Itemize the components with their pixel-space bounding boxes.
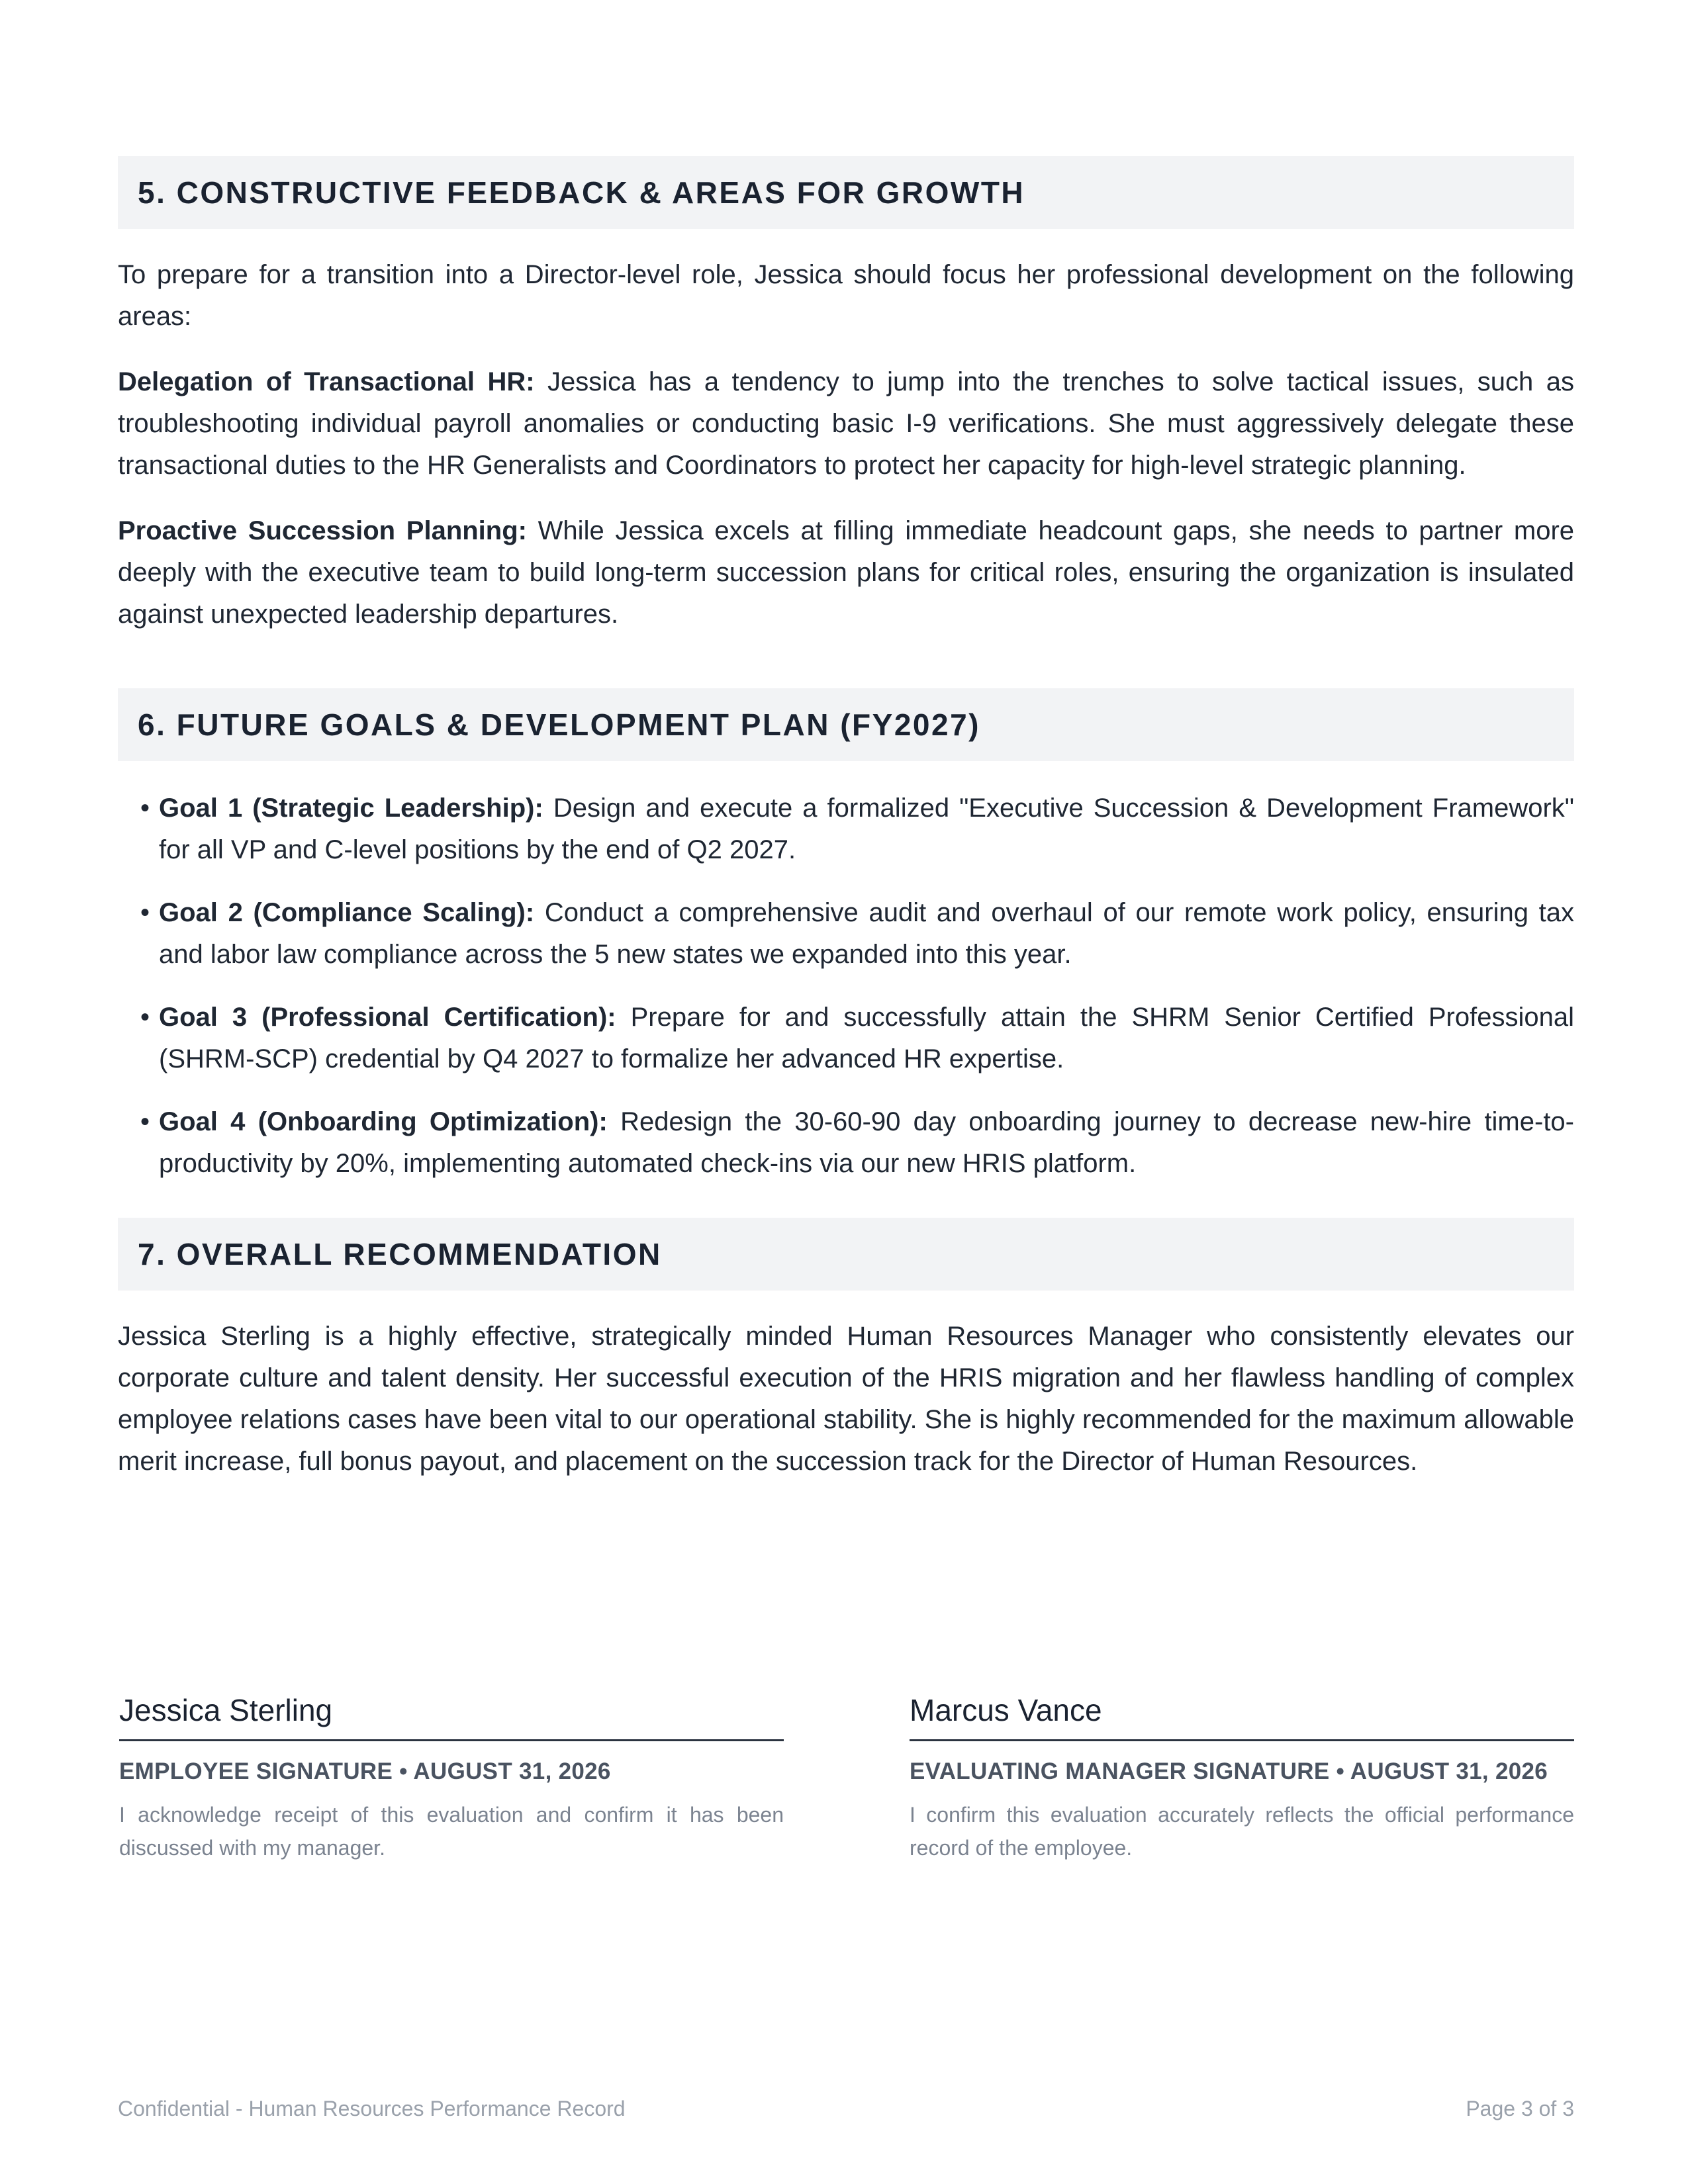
feedback-item-label: Delegation of Transactional HR: — [118, 367, 535, 396]
bullet-icon: • — [140, 1107, 150, 1136]
section-6-header — [118, 688, 1574, 761]
signature-line — [119, 1739, 784, 1741]
signature-block — [119, 1690, 1574, 1864]
goal-text: Conduct a comprehensive audit and overhaul of our remote work policy, ensuring tax and labor law compliance across the 5 new states we expanded into this year. — [159, 898, 1574, 969]
overall-recommendation-text: Jessica Sterling is a highly effective, strategically minded Human Resources Manager who consistently elevates our corporate culture and talent density. Her successful execution of the HRIS migration and her flawless handling of complex employee relations cases have been vital to our operational stability. She is highly recommended for the maximum allowable merit increase, full bonus payout, and placement on the succession track for the Director of Human Resources. — [118, 1322, 1574, 1476]
section-5-header — [118, 156, 1574, 229]
feedback-item-succession — [118, 510, 1574, 635]
goal-item-4 — [118, 1101, 1574, 1185]
feedback-item-text: Jessica has a tendency to jump into the trenches to solve tactical issues, such as troubleshooting individual payroll anomalies or conducting basic I-9 verifications. She must aggressively delegate these transactional duties to the HR Generalists and Coordinators to protect her capacity for high-level strategic planning. — [118, 367, 1574, 480]
employee-signature-note: I acknowledge receipt of this evaluation and confirm it has been discussed with my manager. — [119, 1803, 784, 1860]
bullet-icon: • — [140, 898, 150, 927]
feedback-item-label: Proactive Succession Planning: — [118, 516, 527, 545]
goal-item-1 — [118, 788, 1574, 871]
section-7-header — [118, 1218, 1574, 1291]
feedback-item-delegation — [118, 361, 1574, 486]
goal-label: Goal 3 (Professional Certification): — [159, 1003, 616, 1032]
footer-confidential-label: Confidential - Human Resources Performance Record — [118, 2097, 626, 2120]
manager-signature-role: EVALUATING MANAGER SIGNATURE • AUGUST 31, 2026 — [910, 1758, 1548, 1784]
manager-signature-note: I confirm this evaluation accurately reflects the official performance record of the employee. — [910, 1803, 1574, 1860]
feedback-item-text: While Jessica excels at filling immediate headcount gaps, she needs to partner more deeply with the executive team to build long-term succession plans for critical roles, ensuring the organization is insulated against unexpected leadership departures. — [118, 516, 1575, 629]
page-footer — [118, 2097, 1574, 2121]
employee-signature — [119, 1690, 784, 1864]
goal-item-2 — [118, 892, 1574, 976]
manager-signature-name: Marcus Vance — [910, 1693, 1102, 1727]
footer-page-number: Page 3 of 3 — [1466, 2097, 1574, 2120]
goal-text: Prepare for and successfully attain the SHRM Senior Certified Professional (SHRM-SCP) credential by Q4 2027 to formalize her advanced HR expertise. — [159, 1003, 1574, 1073]
employee-signature-name: Jessica Sterling — [119, 1693, 333, 1727]
goal-text: Design and execute a formalized "Executive Succession & Development Framework" for all VP and C-level positions by the end of Q2 2027. — [159, 794, 1574, 864]
employee-signature-role: EMPLOYEE SIGNATURE • AUGUST 31, 2026 — [119, 1758, 611, 1784]
goal-item-3 — [118, 997, 1574, 1080]
goal-label: Goal 1 (Strategic Leadership): — [159, 794, 543, 823]
bullet-icon: • — [140, 1003, 150, 1032]
document-page — [118, 156, 1574, 1482]
goal-text: Redesign the 30-60-90 day onboarding journey to decrease new-hire time-to-productivity by 20%, implementing automated check-ins via our new HRIS platform. — [159, 1107, 1575, 1178]
section-5-intro: To prepare for a transition into a Director-level role, Jessica should focus her professional development on the following areas: — [118, 260, 1574, 331]
section-5-title: 5. CONSTRUCTIVE FEEDBACK & AREAS FOR GROWTH — [138, 175, 1025, 210]
goals-list — [118, 788, 1574, 1185]
goal-label: Goal 4 (Onboarding Optimization): — [159, 1107, 608, 1136]
signature-line — [910, 1739, 1574, 1741]
section-6-title: 6. FUTURE GOALS & DEVELOPMENT PLAN (FY2027) — [138, 707, 980, 742]
manager-signature — [910, 1690, 1574, 1864]
section-7-title: 7. OVERALL RECOMMENDATION — [138, 1237, 662, 1271]
bullet-icon: • — [140, 794, 150, 823]
goal-label: Goal 2 (Compliance Scaling): — [159, 898, 535, 927]
